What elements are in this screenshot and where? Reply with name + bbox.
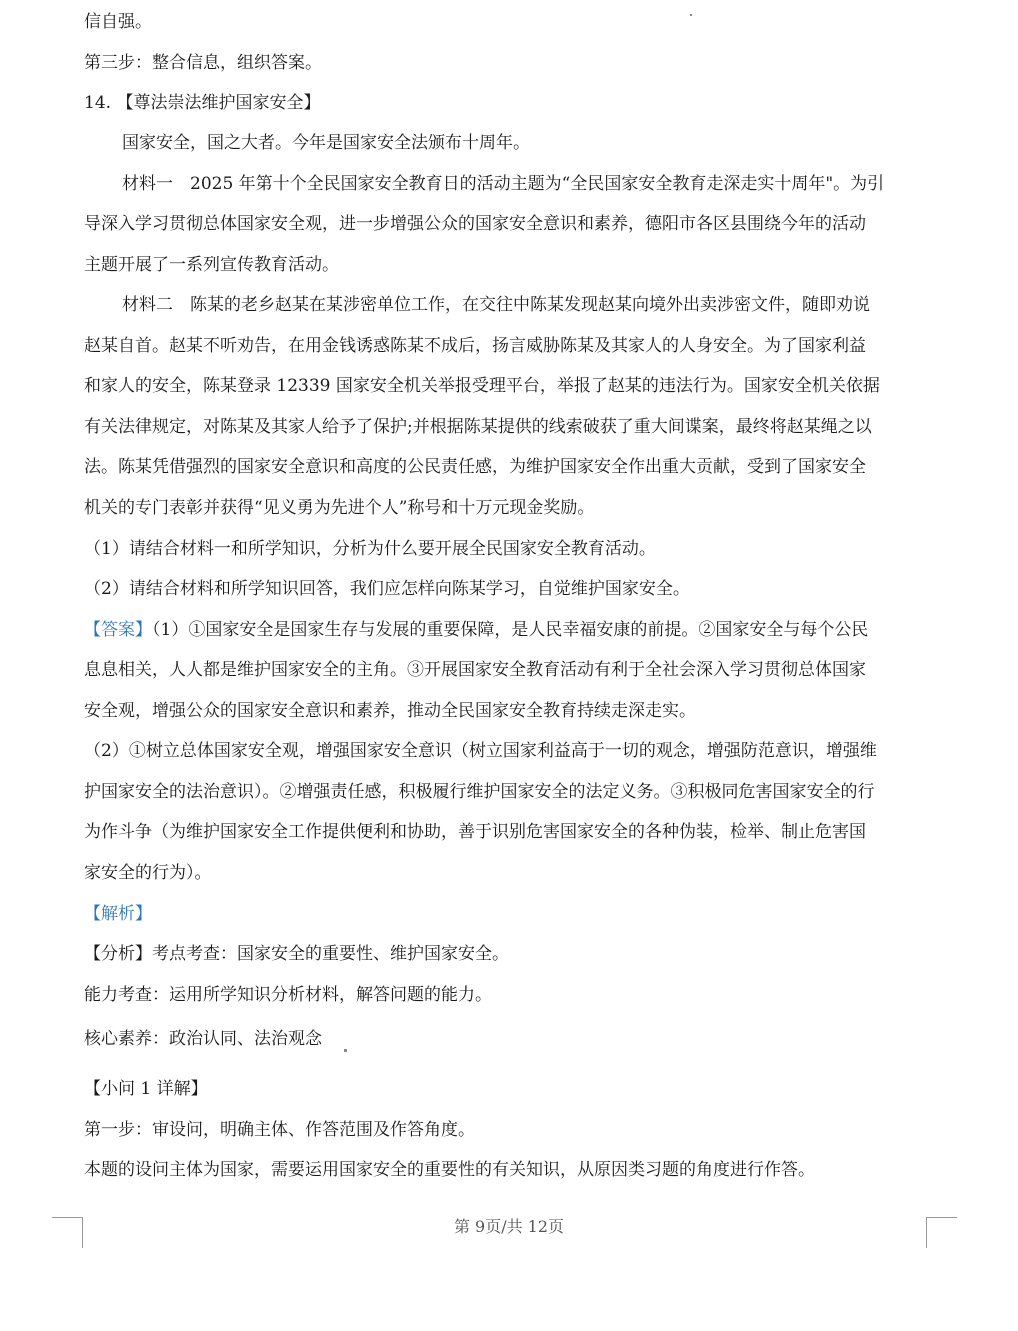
answer-line: （2）①树立总体国家安全观，增强国家安全意识（树立国家利益高于一切的观念，增强防范意识，增强维: [84, 741, 877, 761]
material-two-line: 材料二 陈某的老乡赵某在某涉密单位工作，在交往中陈某发现赵某向境外出卖涉密文件，随即劝说: [122, 295, 870, 315]
text-line: 第三步：整合信息，组织答案。: [84, 53, 322, 73]
sub-question-2: （2）请结合材料和所学知识回答，我们应怎样向陈某学习，自觉维护国家安全。: [84, 579, 690, 599]
sub-question-1: （1）请结合材料一和所学知识，分析为什么要开展全民国家安全教育活动。: [84, 539, 656, 559]
analysis-line: 能力考查：运用所学知识分析材料，解答问题的能力。: [84, 985, 492, 1005]
analysis-line: 【小问 1 详解】: [84, 1079, 208, 1099]
answer-line: [84, 618, 934, 642]
page-footer: 第 9页/共 12页: [453, 1217, 565, 1236]
scan-dot: [344, 1049, 347, 1052]
analysis-line: 【分析】考点考查：国家安全的重要性、维护国家安全。: [84, 944, 509, 964]
answer-line: 护国家安全的法治意识）。②增强责任感，积极履行维护国家安全的法定义务。③积极同危害国家安全的行: [84, 782, 875, 802]
text-line: 机关的专门表彰并获得“见义勇为先进个人”称号和十万元现金奖励。: [84, 498, 595, 518]
text-line: 有关法律规定，对陈某及其家人给予了保护;并根据陈某提供的线索破获了重大间谍案，最终将赵某绳之以: [84, 417, 872, 437]
answer-line: 为作斗争（为维护国家安全工作提供便利和协助，善于识别危害国家安全的各种伪装，检举、制止危害国: [84, 822, 866, 842]
text-line: 信自强。: [84, 12, 152, 32]
text-line: 国家安全，国之大者。今年是国家安全法颁布十周年。: [122, 133, 530, 153]
answer-text: （1）①国家安全是国家生存与发展的重要保障，是人民幸福安康的前提。②国家安全与每个公民: [152, 620, 869, 640]
answer-tag: 【答案】: [84, 620, 152, 640]
text-line: 赵某自首。赵某不听劝告，在用金钱诱惑陈某不成后，扬言威胁陈某及其家人的人身安全。为了国家利益: [84, 336, 866, 356]
text-line: 法。陈某凭借强烈的国家安全意识和高度的公民责任感，为维护国家安全作出重大贡献，受到了国家安全: [84, 457, 866, 477]
material-one-line: 材料一 2025 年第十个全民国家安全教育日的活动主题为“全民国家安全教育走深走实十周年"。为引: [122, 174, 885, 194]
text-line: 主题开展了一系列宣传教育活动。: [84, 255, 339, 275]
text-line: 和家人的安全，陈某登录 12339 国家安全机关举报受理平台，举报了赵某的违法行为。国家安全机关依据: [84, 376, 880, 396]
answer-line: 息息相关，人人都是维护国家安全的主角。③开展国家安全教育活动有利于全社会深入学习贯彻总体国家: [84, 660, 866, 680]
text-line: 导深入学习贯彻总体国家安全观，进一步增强公众的国家安全意识和素养，德阳市各区县围绕今年的活动: [84, 214, 866, 234]
answer-line: 家安全的行为）。: [84, 863, 212, 883]
answer-line: 安全观，增强公众的国家安全意识和素养，推动全民国家安全教育持续走深走实。: [84, 701, 696, 721]
analysis-tag: 【解析】: [84, 904, 152, 924]
analysis-line: 核心素养：政治认同、法治观念: [84, 1029, 322, 1049]
analysis-line: 第一步：审设问，明确主体、作答范围及作答角度。: [84, 1120, 475, 1140]
question-heading: 14. 【尊法崇法维护国家安全】: [84, 93, 321, 113]
scan-dot: [690, 14, 692, 16]
analysis-line: 本题的设问主体为国家，需要运用国家安全的重要性的有关知识，从原因类习题的角度进行作答。: [84, 1160, 815, 1180]
